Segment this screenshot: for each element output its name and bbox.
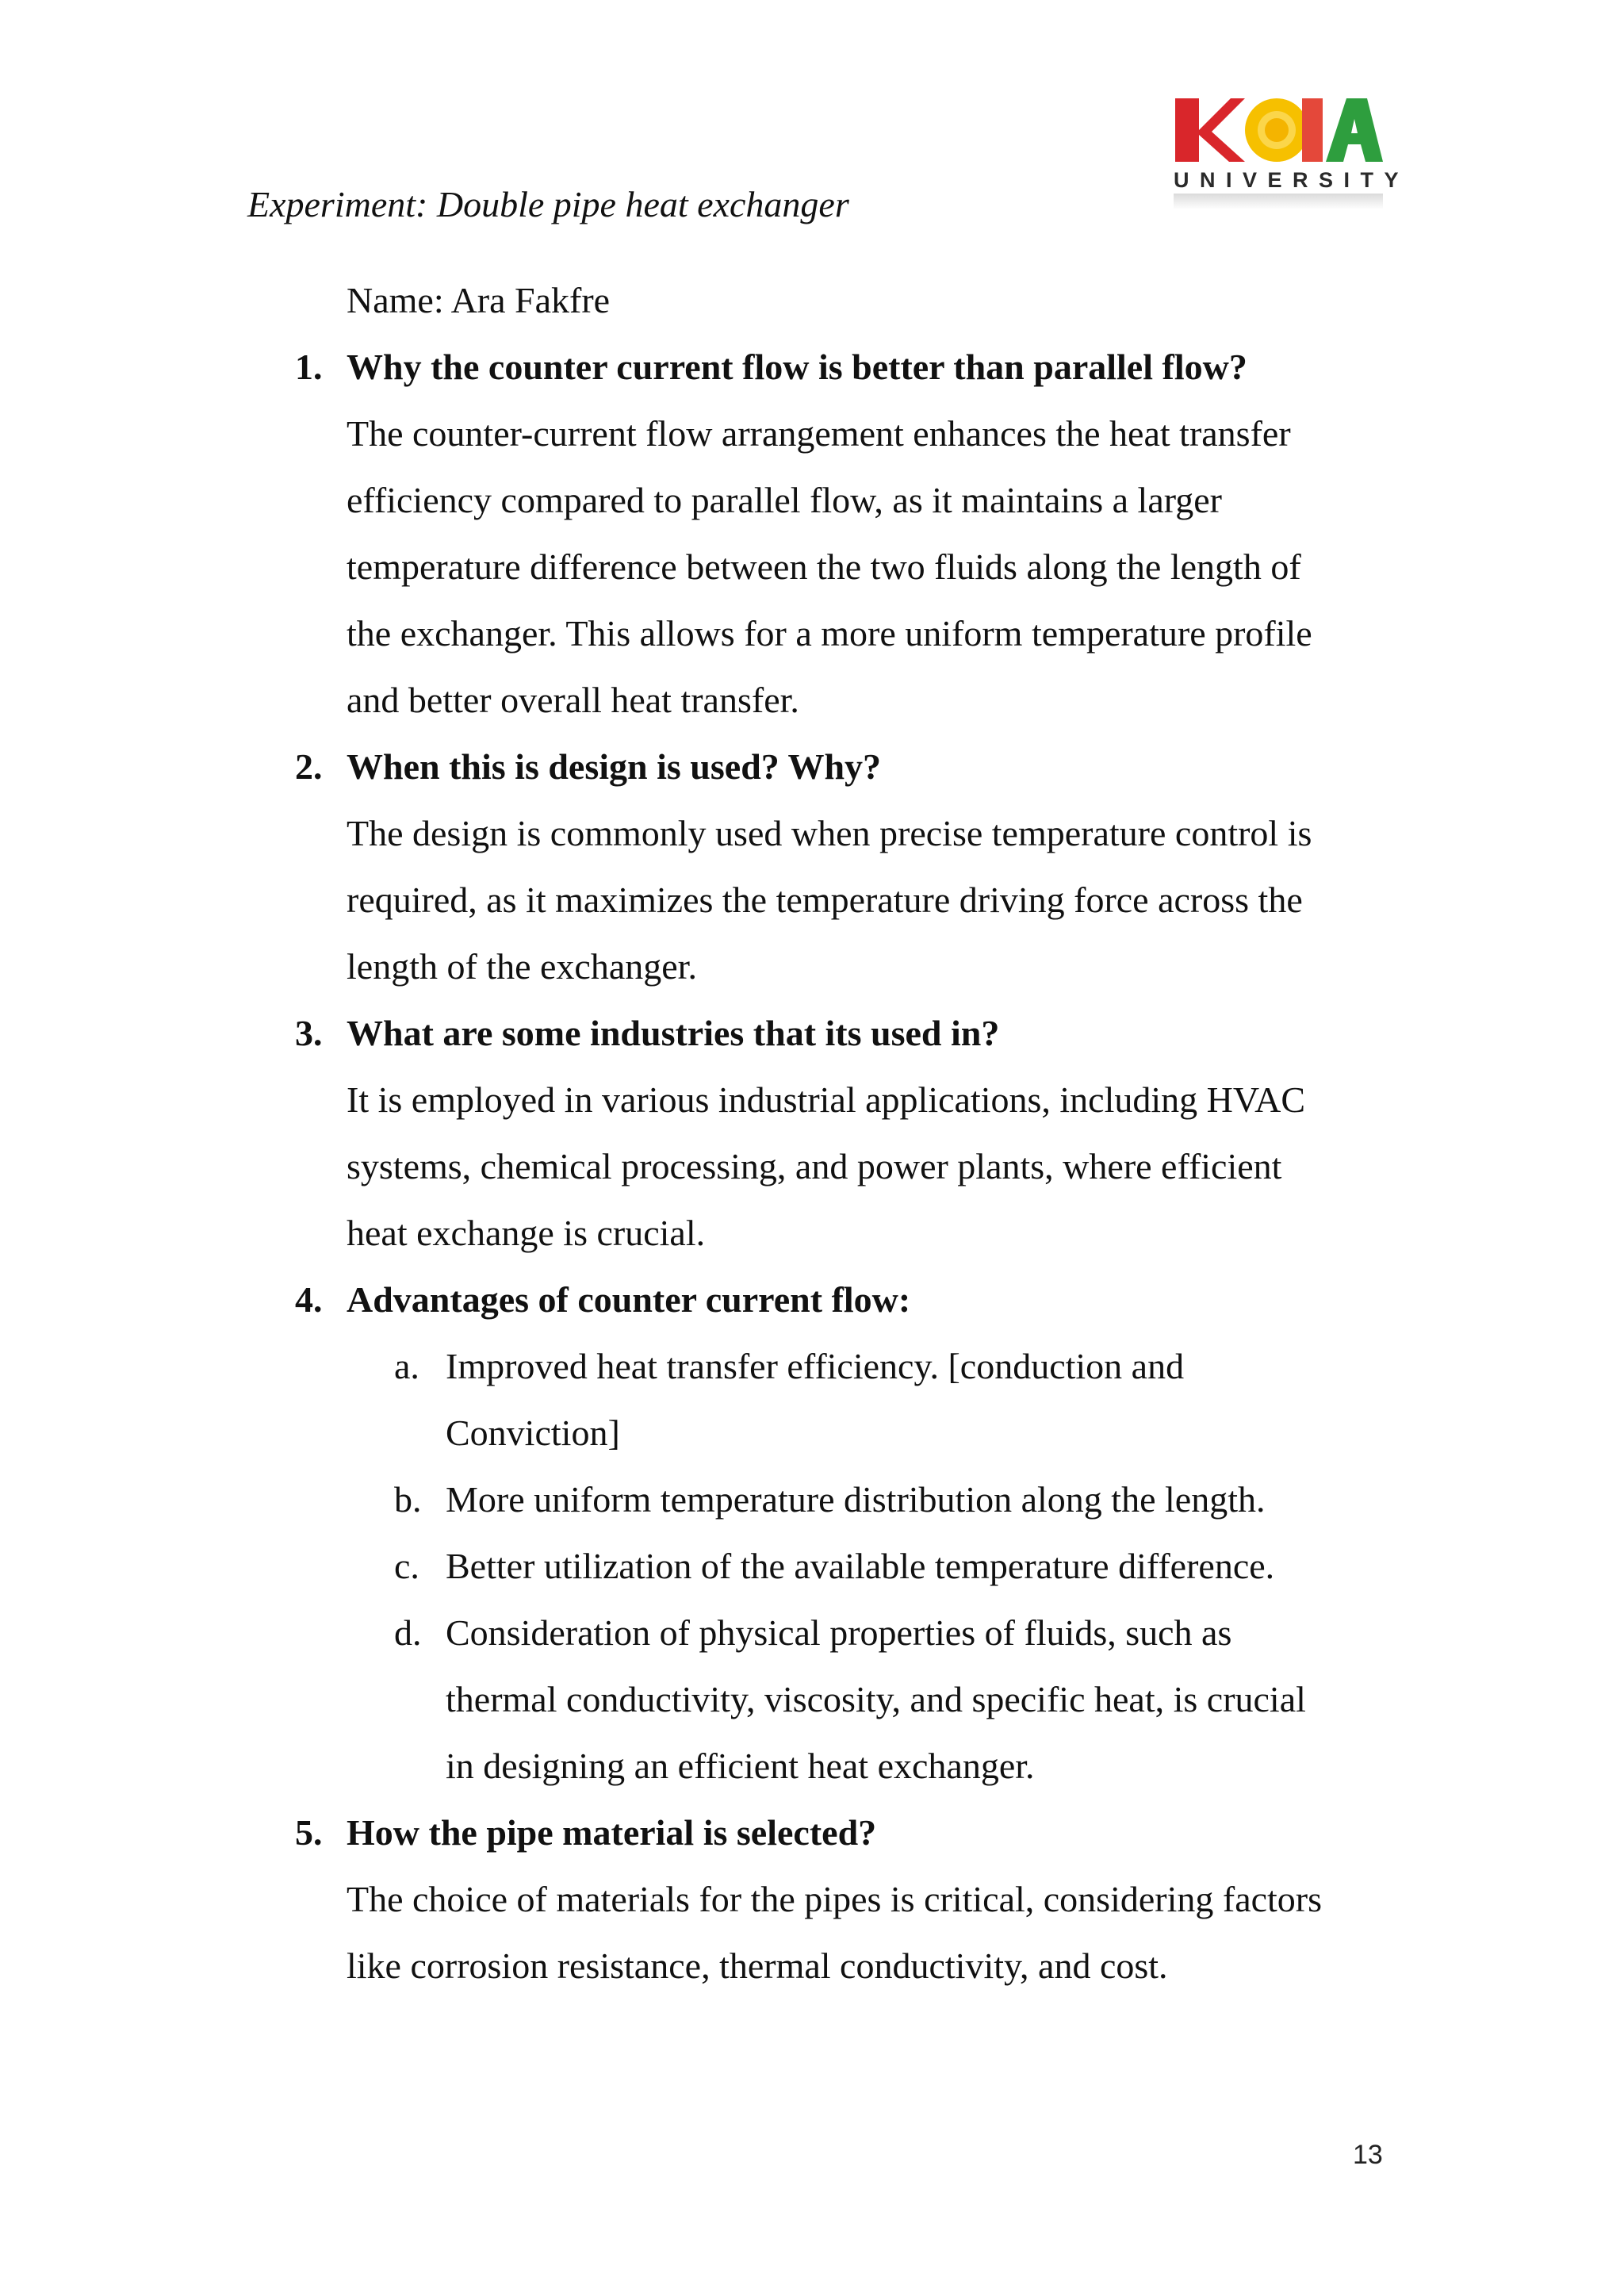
question-3 bbox=[0, 1000, 1624, 1067]
logo-letter-k-arms bbox=[1199, 98, 1245, 162]
sub-item-text: thermal conductivity, viscosity, and specific heat, is crucial bbox=[446, 1679, 1306, 1719]
answer-line: It is employed in various industrial applications, including HVAC bbox=[347, 1079, 1306, 1120]
sub-item-letter: c. bbox=[394, 1546, 419, 1586]
answer-line: the exchanger. This allows for a more uniform temperature profile bbox=[347, 613, 1312, 654]
sub-item-continuation bbox=[0, 1666, 1624, 1733]
sub-item-text: Better utilization of the available temperature difference. bbox=[446, 1546, 1275, 1586]
question-text: Advantages of counter current flow: bbox=[347, 1279, 911, 1320]
sub-item-continuation bbox=[0, 1400, 1624, 1466]
logo-wordmark: UNIVERSITY bbox=[1174, 168, 1410, 192]
sub-item-letter: a. bbox=[394, 1346, 419, 1386]
question-text: Why the counter current flow is better than parallel flow? bbox=[347, 347, 1247, 387]
question-1 bbox=[0, 334, 1624, 401]
sub-item-c bbox=[0, 1533, 1624, 1600]
answer-line: The choice of materials for the pipes is critical, considering factors bbox=[347, 1879, 1323, 1919]
question-number: 3. bbox=[295, 1013, 323, 1053]
sub-item-b bbox=[0, 1466, 1624, 1533]
document-body bbox=[0, 267, 1624, 1999]
question-number: 4. bbox=[295, 1279, 323, 1320]
question-number: 2. bbox=[295, 746, 323, 787]
sub-item-letter: d. bbox=[394, 1612, 422, 1653]
logo-sun-icon bbox=[1245, 98, 1308, 162]
logo-reflection bbox=[1174, 194, 1383, 209]
answer-line: like corrosion resistance, thermal conductivity, and cost. bbox=[347, 1945, 1168, 1986]
page-number: 13 bbox=[1353, 2140, 1383, 2170]
answer-line: required, as it maximizes the temperature driving force across the bbox=[347, 880, 1303, 920]
sub-item-text: Conviction] bbox=[446, 1412, 620, 1453]
answer-line: The counter-current flow arrangement enhances the heat transfer bbox=[347, 413, 1291, 454]
logo-letter-k-stem bbox=[1175, 98, 1199, 162]
question-number: 5. bbox=[295, 1812, 323, 1853]
sub-item-text: Improved heat transfer efficiency. [conduction and bbox=[446, 1346, 1185, 1386]
answer-line: efficiency compared to parallel flow, as it maintains a larger bbox=[347, 480, 1222, 520]
experiment-title: Experiment: Double pipe heat exchanger bbox=[247, 184, 849, 224]
logo-red-band bbox=[1302, 98, 1323, 162]
sub-item-continuation bbox=[0, 1733, 1624, 1800]
sub-item-a bbox=[0, 1333, 1624, 1400]
university-logo bbox=[1172, 95, 1410, 206]
question-4 bbox=[0, 1267, 1624, 1333]
answer-line: The design is commonly used when precise temperature control is bbox=[347, 813, 1312, 853]
answer-line: temperature difference between the two fluids along the length of bbox=[347, 546, 1301, 587]
sub-item-text: More uniform temperature distribution along the length. bbox=[446, 1479, 1266, 1520]
answer-line: heat exchange is crucial. bbox=[347, 1213, 706, 1253]
sub-item-d bbox=[0, 1600, 1624, 1666]
question-number: 1. bbox=[295, 347, 323, 387]
question-5 bbox=[0, 1800, 1624, 1866]
answer-line: systems, chemical processing, and power plants, where efficient bbox=[347, 1146, 1282, 1186]
answer-line: and better overall heat transfer. bbox=[347, 680, 799, 720]
question-text: What are some industries that its used in? bbox=[347, 1013, 1000, 1053]
name-line: Name: Ara Fakfre bbox=[347, 280, 611, 320]
question-text: When this is design is used? Why? bbox=[347, 746, 882, 787]
logo-mark bbox=[1172, 95, 1385, 168]
question-text: How the pipe material is selected? bbox=[347, 1812, 877, 1853]
answer-line: length of the exchanger. bbox=[347, 946, 697, 987]
sub-item-letter: b. bbox=[394, 1479, 422, 1520]
sub-item-text: Consideration of physical properties of fluids, such as bbox=[446, 1612, 1232, 1653]
question-2 bbox=[0, 734, 1624, 800]
sub-item-text: in designing an efficient heat exchanger. bbox=[446, 1746, 1035, 1786]
